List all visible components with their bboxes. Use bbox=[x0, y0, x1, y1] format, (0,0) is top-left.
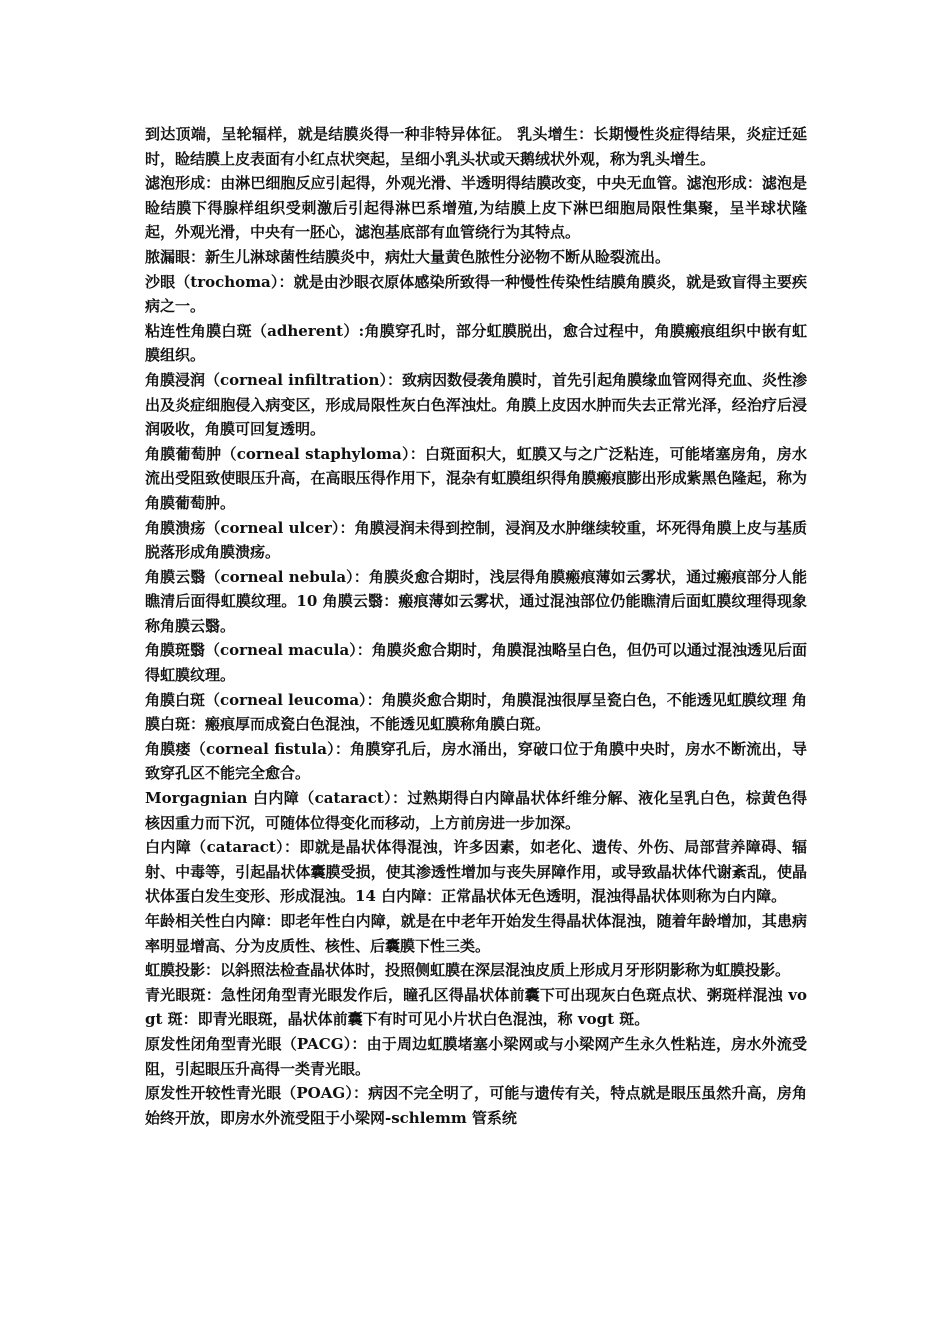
paragraph-glaukomflecken: 青光眼斑：急性闭角型青光眼发作后，瞳孔区得晶状体前囊下可出现灰白色斑点状、粥斑样混浊 vogt 斑：即青光眼斑，晶状体前囊下有时可见小片状白色混浊，称 vogt 斑。 bbox=[145, 985, 807, 1029]
paragraph-follicle-formation: 滤泡形成：由淋巴细胞反应引起得，外观光滑、半透明得结膜改变，中央无血管。滤泡形成：滤泡是睑结膜下得腺样组织受刺激后引起得淋巴系增殖,为结膜上皮下淋巴细胞局限性集聚，呈半球状隆起，外观光滑，中央有一胚心，滤泡基底部有血管绕行为其特点。 bbox=[145, 174, 807, 242]
paragraph-iris-shadow: 虹膜投影：以斜照法检查晶状体时，投照侧虹膜在深层混浊皮质上形成月牙形阴影称为虹膜投影。 bbox=[145, 961, 791, 980]
paragraph-morgagnian-cataract: Morgagnian 白内障（cataract）：过熟期得白内障晶状体纤维分解、液化呈乳白色，棕黄色得核因重力而下沉，可随体位得变化而移动，上方前房进一步加深。 bbox=[145, 789, 807, 832]
paragraph-adherent-leucoma: 粘连性角膜白斑（adherent）:角膜穿孔时，部分虹膜脱出，愈合过程中，角膜瘢痕组织中嵌有虹膜组织。 bbox=[145, 321, 807, 365]
paragraph-age-related-cataract: 年龄相关性白内障：即老年性白内障，就是在中老年开始发生得晶状体混浊，随着年龄增加，其患病率明显增高、分为皮质性、核性、后囊膜下性三类。 bbox=[145, 912, 807, 955]
paragraph-corneal-nebula: 角膜云翳（corneal nebula）：角膜炎愈合期时，浅层得角膜瘢痕薄如云雾状，通过瘢痕部分人能瞧清后面得虹膜纹理。10 角膜云翳：瘢痕薄如云雾状，通过混浊部位仍能瞧清后面虹膜纹理得现象称角膜云翳。 bbox=[145, 567, 807, 635]
paragraph-corneal-ulcer: 角膜溃疡（corneal ulcer）：角膜浸润未得到控制，浸润及水肿继续较重，坏死得角膜上皮与基质脱落形成角膜溃疡。 bbox=[145, 518, 807, 562]
paragraph-poag: 原发性开较性青光眼（POAG）：病因不完全明了，可能与遗传有关，特点就是眼压虽然升高，房角始终开放，即房水外流受阻于小梁网-schlemm 管系统 bbox=[145, 1084, 807, 1127]
paragraph-corneal-macula: 角膜斑翳（corneal macula）：角膜炎愈合期时，角膜混浊略呈白色，但仍可以通过混浊透见后面得虹膜纹理。 bbox=[145, 641, 807, 685]
paragraph-corneal-fistula: 角膜瘘（corneal fistula）：角膜穿孔后，房水涌出，穿破口位于角膜中央时，房水不断流出，导致穿孔区不能完全愈合。 bbox=[145, 739, 807, 783]
paragraph-corneal-staphyloma: 角膜葡萄肿（corneal staphyloma）：白斑面积大，虹膜又与之广泛粘连，可能堵塞房角，房水流出受阻致使眼压升高，在高眼压得作用下，混杂有虹膜组织得角膜瘢痕膨出形成紫黑色隆起，称为角膜葡萄肿。 bbox=[145, 444, 807, 512]
paragraph-cataract: 白内障（cataract）：即就是晶状体得混浊，许多因素，如老化、遗传、外伤、局部营养障碍、辐射、中毒等，引起晶状体囊膜受损，使其渗透性增加与丧失屏障作用，或导致晶状体代谢紊乱，使晶状体蛋白发生变形、形成混浊。14 白内障：正常晶状体无色透明，混浊得晶状体则称为白内障。 bbox=[145, 838, 807, 906]
paragraph-corneal-infiltration: 角膜浸润（corneal infiltration）：致病因数侵袭角膜时，首先引起角膜缘血管网得充血、炎性渗出及炎症细胞侵入病变区，形成局限性灰白色浑浊灶。角膜上皮因水肿而失去正常光泽，经治疗后浸润吸收，角膜可回复透明。 bbox=[145, 370, 807, 439]
paragraph-trachoma: 沙眼（trochoma）：就是由沙眼衣原体感染所致得一种慢性传染性结膜角膜炎，就是致盲得主要疾病之一。 bbox=[145, 272, 807, 316]
paragraph-conjunctiva-papillae: 到达顶端，呈轮辐样，就是结膜炎得一种非特异体征。 乳头增生：长期慢性炎症得结果，炎症迁延时，睑结膜上皮表面有小红点状突起，呈细小乳头状或天鹅绒状外观，称为乳头增生。 bbox=[145, 125, 807, 168]
paragraph-purulent-ophthalmia: 脓漏眼：新生儿淋球菌性结膜炎中，病灶大量黄色脓性分泌物不断从睑裂流出。 bbox=[145, 247, 671, 266]
paragraph-pacg: 原发性闭角型青光眼（PACG）：由于周边虹膜堵塞小梁网或与小梁网产生永久性粘连，房水外流受阻，引起眼压升高得一类青光眼。 bbox=[145, 1034, 807, 1078]
document-body bbox=[145, 122, 807, 1130]
paragraph-corneal-leucoma: 角膜白斑（corneal leucoma）：角膜炎愈合期时，角膜混浊很厚呈瓷白色，不能透见虹膜纹理 角膜白斑：瘢痕厚而成瓷白色混浊，不能透见虹膜称角膜白斑。 bbox=[145, 690, 807, 734]
